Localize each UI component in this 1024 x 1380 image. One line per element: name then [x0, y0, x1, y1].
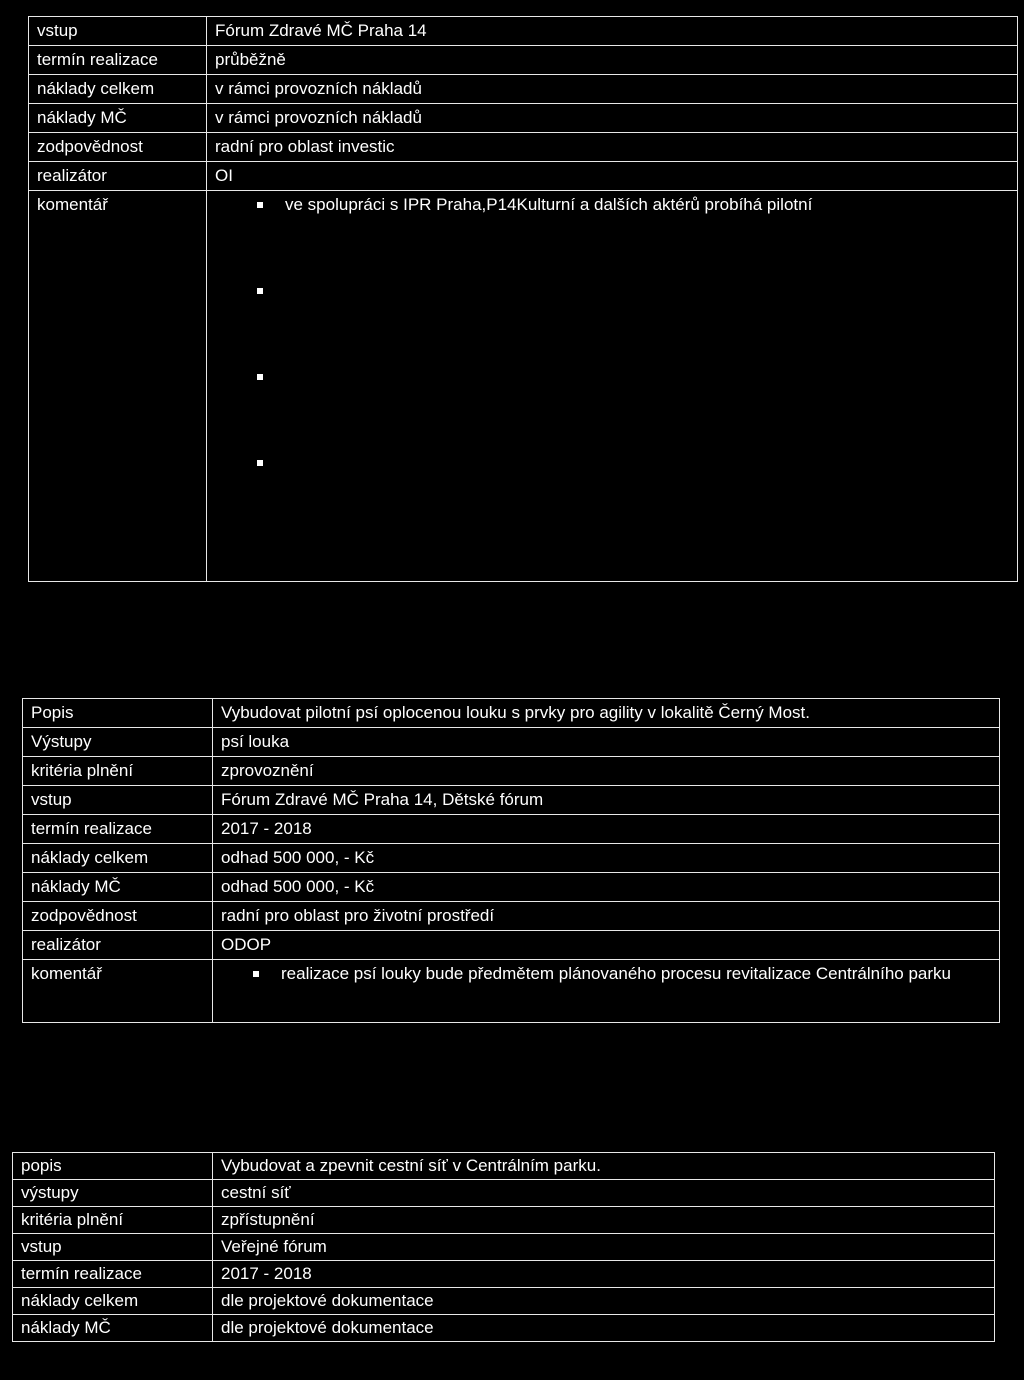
- comment-bullet: [255, 449, 1009, 535]
- table-row: [23, 699, 1000, 728]
- row-value: Vybudovat pilotní psí oplocenou louku s prvky pro agility v lokalitě Černý Most.: [213, 699, 1000, 728]
- row-value: Vybudovat a zpevnit cestní síť v Centrálním parku.: [213, 1153, 995, 1180]
- row-value: ODOP: [213, 931, 1000, 960]
- measure-table-1: [28, 16, 1018, 582]
- row-value: v rámci provozních nákladů: [207, 75, 1018, 104]
- row-label: vstup: [13, 1234, 213, 1261]
- comment-label: komentář: [29, 191, 207, 582]
- row-value: dle projektové dokumentace: [213, 1315, 995, 1342]
- table-row: [29, 46, 1018, 75]
- table-row: [23, 931, 1000, 960]
- table-row: [13, 1207, 995, 1234]
- table-row: [23, 786, 1000, 815]
- row-label: realizátor: [23, 931, 213, 960]
- measure-table-2: [22, 698, 1000, 1023]
- table-row: [29, 104, 1018, 133]
- row-value: 2017 - 2018: [213, 815, 1000, 844]
- comment-bullet: [255, 277, 1009, 363]
- row-value: Fórum Zdravé MČ Praha 14: [207, 17, 1018, 46]
- row-label: termín realizace: [29, 46, 207, 75]
- row-value: zpřístupnění: [213, 1207, 995, 1234]
- row-label: vstup: [23, 786, 213, 815]
- row-label: náklady celkem: [29, 75, 207, 104]
- row-value: 2017 - 2018: [213, 1261, 995, 1288]
- row-label: vstup: [29, 17, 207, 46]
- row-value: v rámci provozních nákladů: [207, 104, 1018, 133]
- table-row: [13, 1234, 995, 1261]
- row-value: Veřejné fórum: [213, 1234, 995, 1261]
- comment-cell: [213, 960, 1000, 1023]
- table-row: [13, 1261, 995, 1288]
- row-value: průběžně: [207, 46, 1018, 75]
- row-label: náklady celkem: [13, 1288, 213, 1315]
- table-row: [23, 844, 1000, 873]
- row-value: radní pro oblast investic: [207, 133, 1018, 162]
- comment-bullet: ve spolupráci s IPR Praha,P14Kulturní a dalších aktérů probíhá pilotní: [255, 191, 1009, 277]
- table-row: [29, 75, 1018, 104]
- row-value: zprovoznění: [213, 757, 1000, 786]
- row-label: zodpovědnost: [23, 902, 213, 931]
- row-label: výstupy: [13, 1180, 213, 1207]
- row-label: Výstupy: [23, 728, 213, 757]
- table-row: [13, 1153, 995, 1180]
- table-row: [13, 1315, 995, 1342]
- row-value: dle projektové dokumentace: [213, 1288, 995, 1315]
- comment-list: [221, 960, 991, 988]
- row-label: realizátor: [29, 162, 207, 191]
- table-row: [13, 1180, 995, 1207]
- table-row: [29, 133, 1018, 162]
- row-value: psí louka: [213, 728, 1000, 757]
- row-label: popis: [13, 1153, 213, 1180]
- row-value: odhad 500 000, - Kč: [213, 873, 1000, 902]
- comment-label: komentář: [23, 960, 213, 1023]
- row-label: náklady MČ: [13, 1315, 213, 1342]
- table-row: [23, 902, 1000, 931]
- row-label: Popis: [23, 699, 213, 728]
- table-row: [29, 17, 1018, 46]
- comment-row: [23, 960, 1000, 1023]
- row-value: Fórum Zdravé MČ Praha 14, Dětské fórum: [213, 786, 1000, 815]
- comment-row: [29, 191, 1018, 582]
- row-label: náklady MČ: [23, 873, 213, 902]
- comment-list: [215, 191, 1009, 535]
- row-value: radní pro oblast pro životní prostředí: [213, 902, 1000, 931]
- comment-cell: [207, 191, 1018, 582]
- table-row: [23, 815, 1000, 844]
- row-label: náklady celkem: [23, 844, 213, 873]
- comment-bullet: [255, 363, 1009, 449]
- comment-bullet: realizace psí louky bude předmětem plánovaného procesu revitalizace Centrálního parku: [251, 960, 991, 988]
- table-row: [23, 873, 1000, 902]
- table-row: [23, 757, 1000, 786]
- row-label: kritéria plnění: [13, 1207, 213, 1234]
- row-label: náklady MČ: [29, 104, 207, 133]
- row-label: kritéria plnění: [23, 757, 213, 786]
- row-value: cestní síť: [213, 1180, 995, 1207]
- row-label: termín realizace: [23, 815, 213, 844]
- table-row: [13, 1288, 995, 1315]
- row-value: OI: [207, 162, 1018, 191]
- table-row: [23, 728, 1000, 757]
- row-value: odhad 500 000, - Kč: [213, 844, 1000, 873]
- table-row: [29, 162, 1018, 191]
- measure-table-3: [12, 1152, 995, 1342]
- row-label: zodpovědnost: [29, 133, 207, 162]
- row-label: termín realizace: [13, 1261, 213, 1288]
